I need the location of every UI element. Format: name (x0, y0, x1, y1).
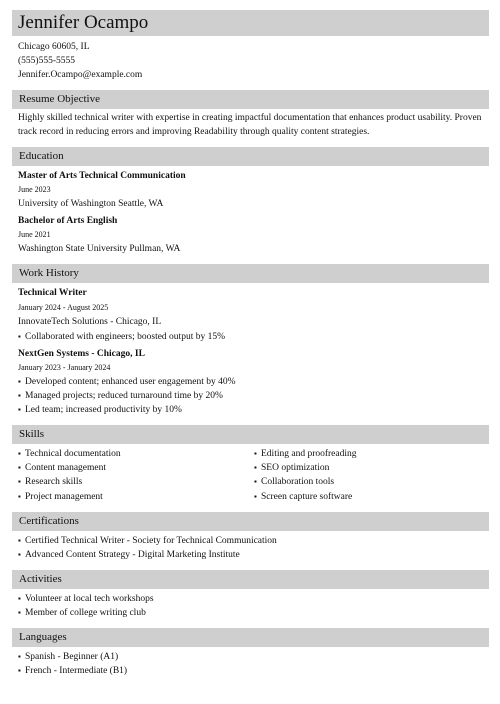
contact-email: Jennifer.Ocampo@example.com (18, 70, 143, 80)
education-date: June 2023 (18, 185, 51, 194)
job-title: Technical Writer (18, 288, 87, 298)
job-bullet: ▪ Managed projects; reduced turnaround time by 20% (18, 391, 223, 401)
job-bullet: ▪ Collaborated with engineers; boosted output by 15% (18, 332, 225, 342)
activities-section-bar (12, 570, 489, 589)
contact-address: Chicago 60605, IL (18, 42, 90, 52)
languages-section-title: Languages (19, 631, 67, 643)
objective-text: Highly skilled technical writer with expertise in creating impactful documentation that enhances product usability. Proven track record in reducing errors and improving Readability through quality content strategies. (18, 113, 482, 137)
activity-item: ▪ Volunteer at local tech workshops (18, 594, 154, 604)
contact-phone: (555)555-5555 (18, 56, 75, 66)
skills-section-title: Skills (19, 428, 45, 440)
skill-item: ▪ Editing and proofreading (254, 449, 357, 459)
bullet-icon: ▪ (18, 391, 21, 400)
bullet-icon: ▪ (254, 463, 257, 472)
bullet-icon: ▪ (18, 332, 21, 341)
job-bullet: ▪ Developed content; enhanced user engagement by 40% (18, 377, 236, 387)
education-school: Washington State University Pullman, WA (18, 244, 181, 254)
bullet-icon: ▪ (18, 652, 21, 661)
bullet-icon: ▪ (18, 405, 21, 414)
skill-item: ▪ Research skills (18, 477, 83, 487)
education-section-bar (12, 147, 489, 166)
bullet-icon: ▪ (18, 477, 21, 486)
education-school: University of Washington Seattle, WA (18, 199, 164, 209)
activities-section-title: Activities (19, 573, 62, 585)
language-item: ▪ French - Intermediate (B1) (18, 666, 128, 676)
bullet-icon: ▪ (18, 550, 21, 559)
bullet-icon: ▪ (18, 377, 21, 386)
skill-item: ▪ Project management (18, 492, 103, 502)
bullet-icon: ▪ (254, 449, 257, 458)
job-title: NextGen Systems - Chicago, IL (18, 349, 145, 359)
skill-item: ▪ Content management (18, 463, 106, 473)
bullet-icon: ▪ (18, 608, 21, 617)
objective-section-title: Resume Objective (19, 93, 100, 105)
job-dates: January 2023 - January 2024 (18, 363, 111, 372)
bullet-icon: ▪ (18, 536, 21, 545)
education-degree: Master of Arts Technical Communication (18, 171, 186, 181)
bullet-icon: ▪ (18, 463, 21, 472)
skill-item: ▪ Screen capture software (254, 492, 353, 502)
candidate-name: Jennifer Ocampo (18, 12, 149, 33)
job-dates: January 2024 - August 2025 (18, 303, 109, 312)
certification-item: ▪ Certified Technical Writer - Society for Technical Communication (18, 536, 277, 546)
skill-item: ▪ Technical documentation (18, 449, 121, 459)
job-company: InnovateTech Solutions - Chicago, IL (18, 317, 162, 327)
education-degree: Bachelor of Arts English (18, 216, 118, 226)
certification-item: ▪ Advanced Content Strategy - Digital Marketing Institute (18, 550, 240, 560)
work-section-bar (12, 264, 489, 283)
education-section-title: Education (19, 150, 64, 162)
language-item: ▪ Spanish - Beginner (A1) (18, 652, 119, 662)
work-section-title: Work History (19, 267, 79, 279)
job-bullet: ▪ Led team; increased productivity by 10% (18, 405, 182, 415)
skill-item: ▪ SEO optimization (254, 463, 330, 473)
bullet-icon: ▪ (18, 492, 21, 501)
bullet-icon: ▪ (18, 666, 21, 675)
education-date: June 2021 (18, 230, 51, 239)
bullet-icon: ▪ (18, 594, 21, 603)
skill-item: ▪ Collaboration tools (254, 477, 335, 487)
bullet-icon: ▪ (254, 492, 257, 501)
activity-item: ▪ Member of college writing club (18, 608, 146, 618)
languages-section-bar (12, 628, 489, 647)
certifications-section-title: Certifications (19, 515, 79, 527)
bullet-icon: ▪ (254, 477, 257, 486)
skills-section-bar (12, 425, 489, 444)
bullet-icon: ▪ (18, 449, 21, 458)
certifications-section-bar (12, 512, 489, 531)
